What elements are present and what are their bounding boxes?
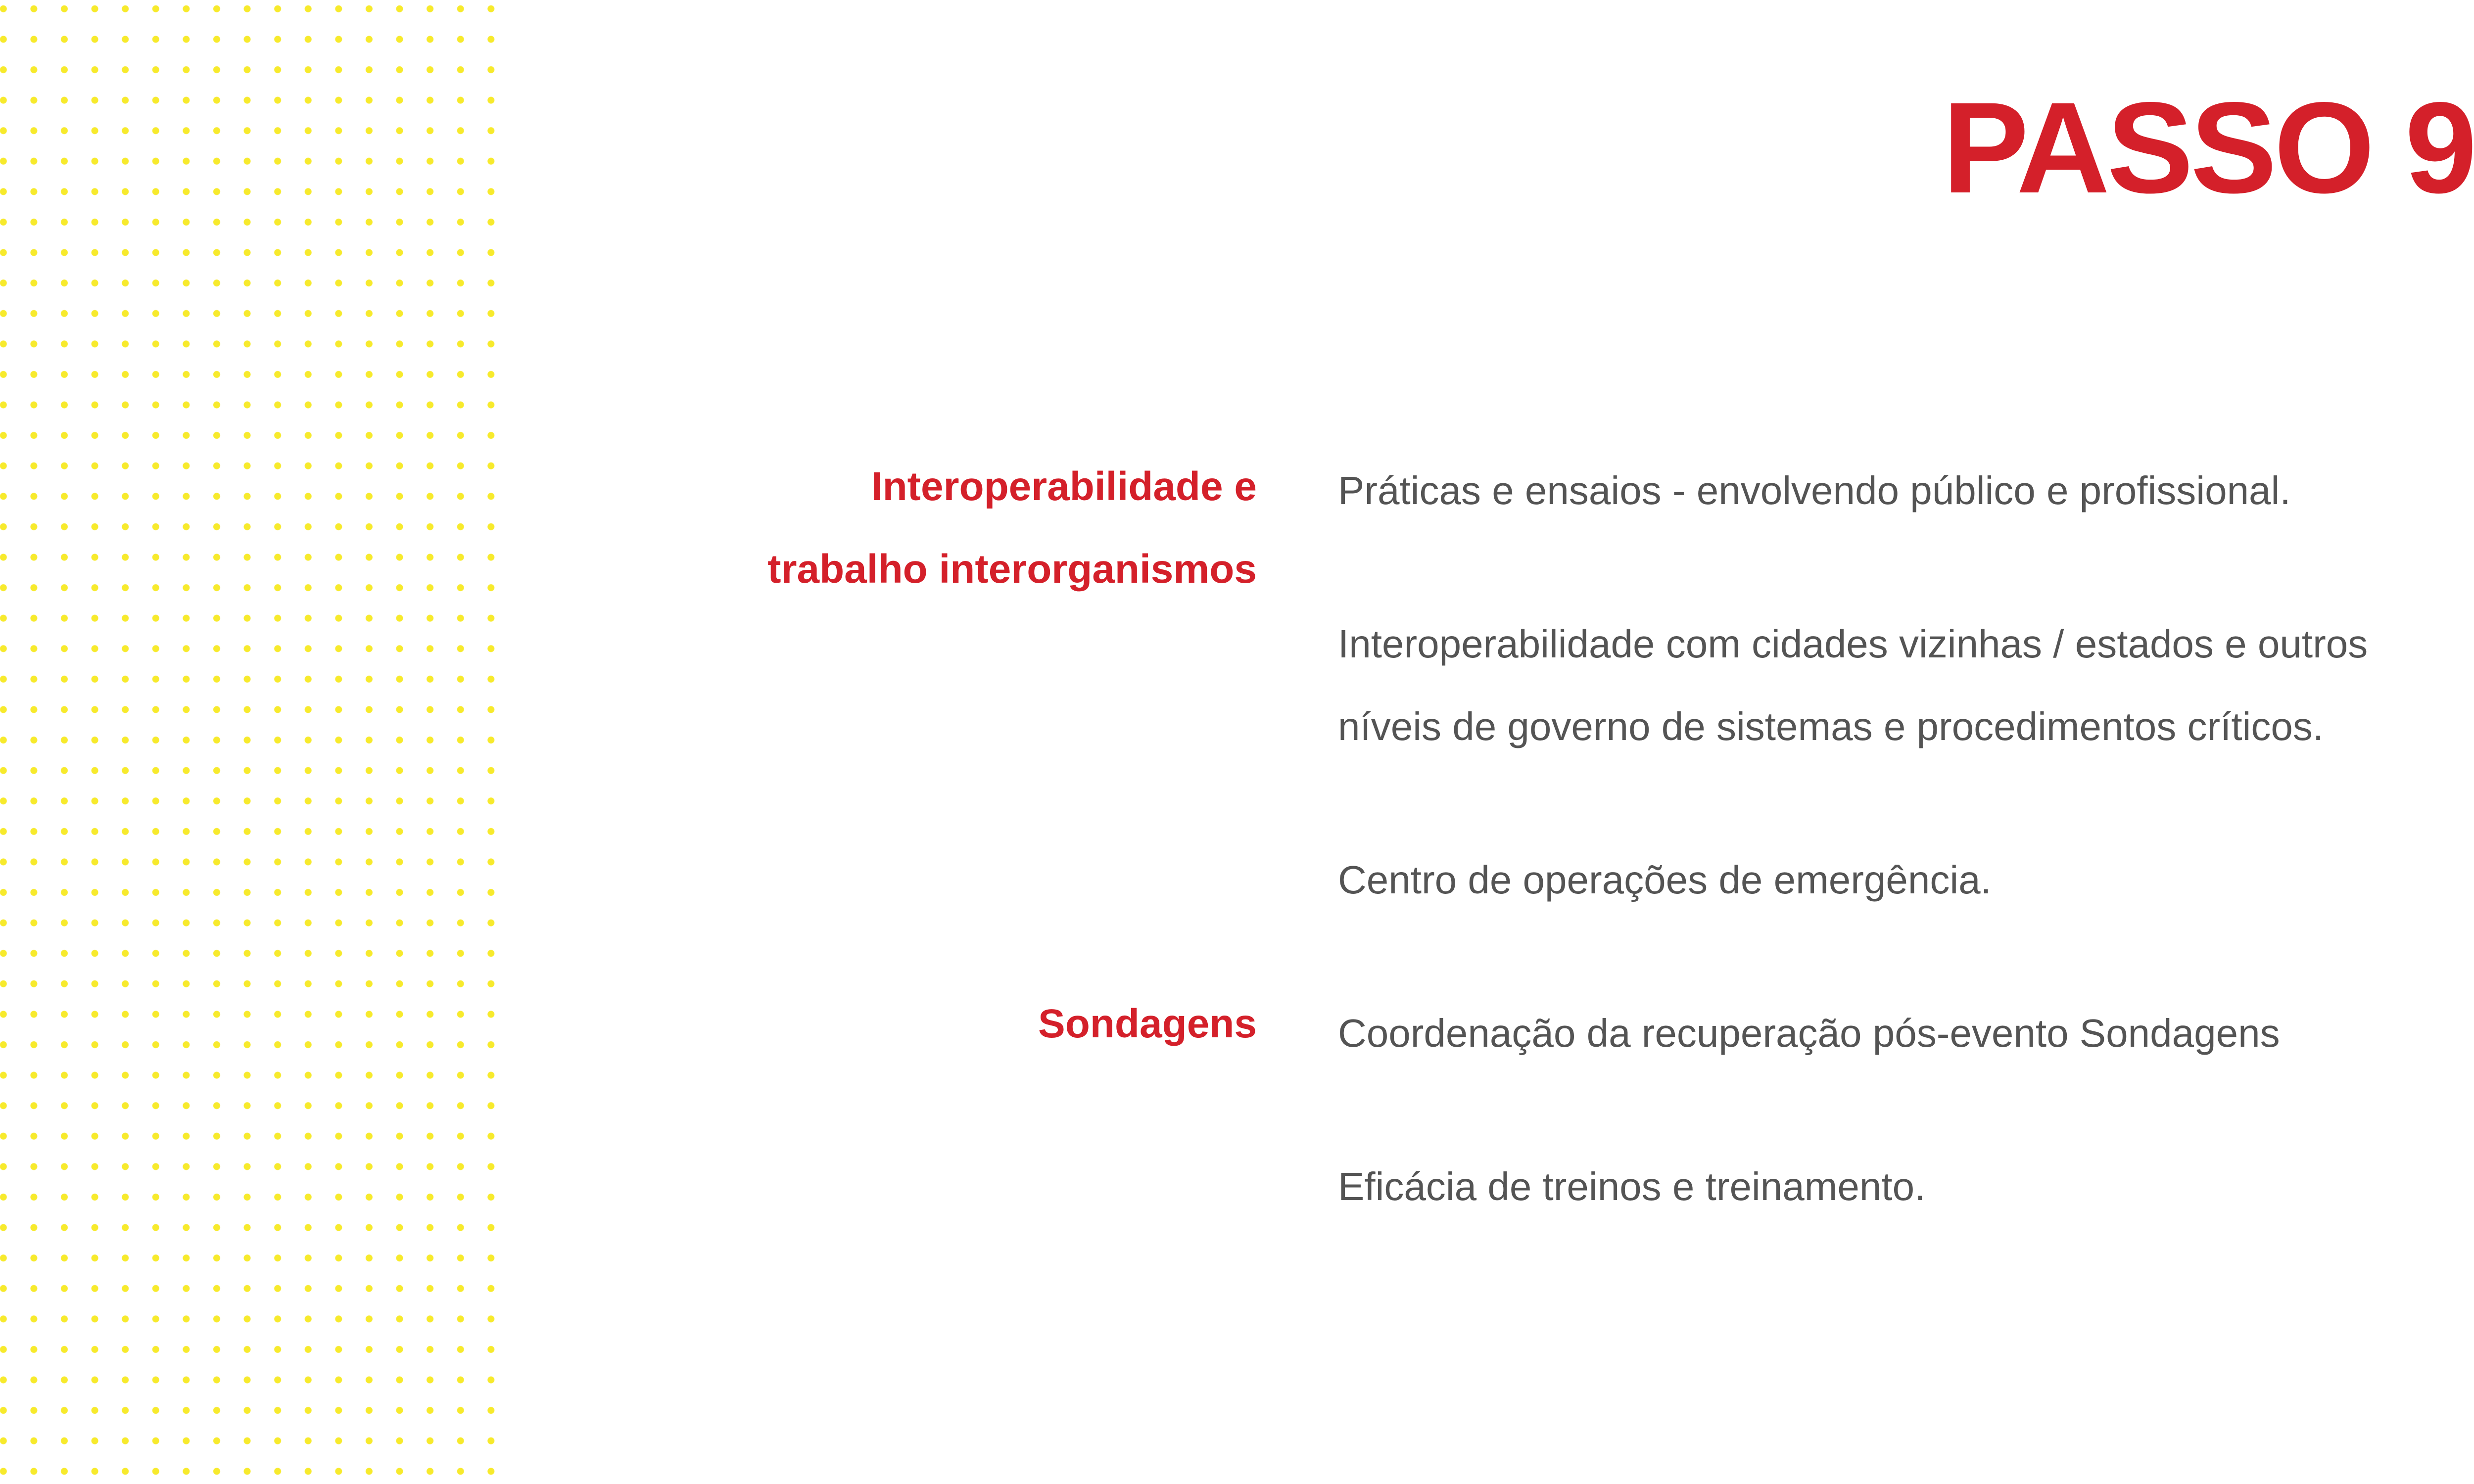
section-label-line: Interoperabilidade e xyxy=(871,464,1257,509)
slide-title: PASSO 9 xyxy=(1942,75,2474,220)
content-item xyxy=(1338,992,2474,1074)
yellow-dot-pattern xyxy=(0,0,515,1484)
content-item-line: Coordenação da recuperação pós-evento Sondagens xyxy=(1338,1011,2280,1055)
content-item-line: níveis de governo de sistemas e procedimentos críticos. xyxy=(1338,704,2324,748)
content-item xyxy=(1338,1145,2474,1228)
section-label-interoperabilidade xyxy=(767,445,1257,610)
content-item-line: Interoperabilidade com cidades vizinhas / estados e outros xyxy=(1338,622,2368,666)
section-label-line: Sondagens xyxy=(1038,1001,1257,1046)
content-item xyxy=(1338,838,2474,921)
content-item xyxy=(1338,449,2474,532)
content-item-line: Centro de operações de emergência. xyxy=(1338,858,1992,902)
content-item-line: Práticas e ensaios - envolvendo público e profissional. xyxy=(1338,468,2291,512)
content-list xyxy=(1338,449,2474,1228)
section-label-sondagens xyxy=(1038,982,1257,1065)
content-item-line: Eficácia de treinos e treinamento. xyxy=(1338,1164,1926,1208)
section-label-line: trabalho interorganismos xyxy=(767,547,1257,592)
content-item xyxy=(1338,603,2474,768)
